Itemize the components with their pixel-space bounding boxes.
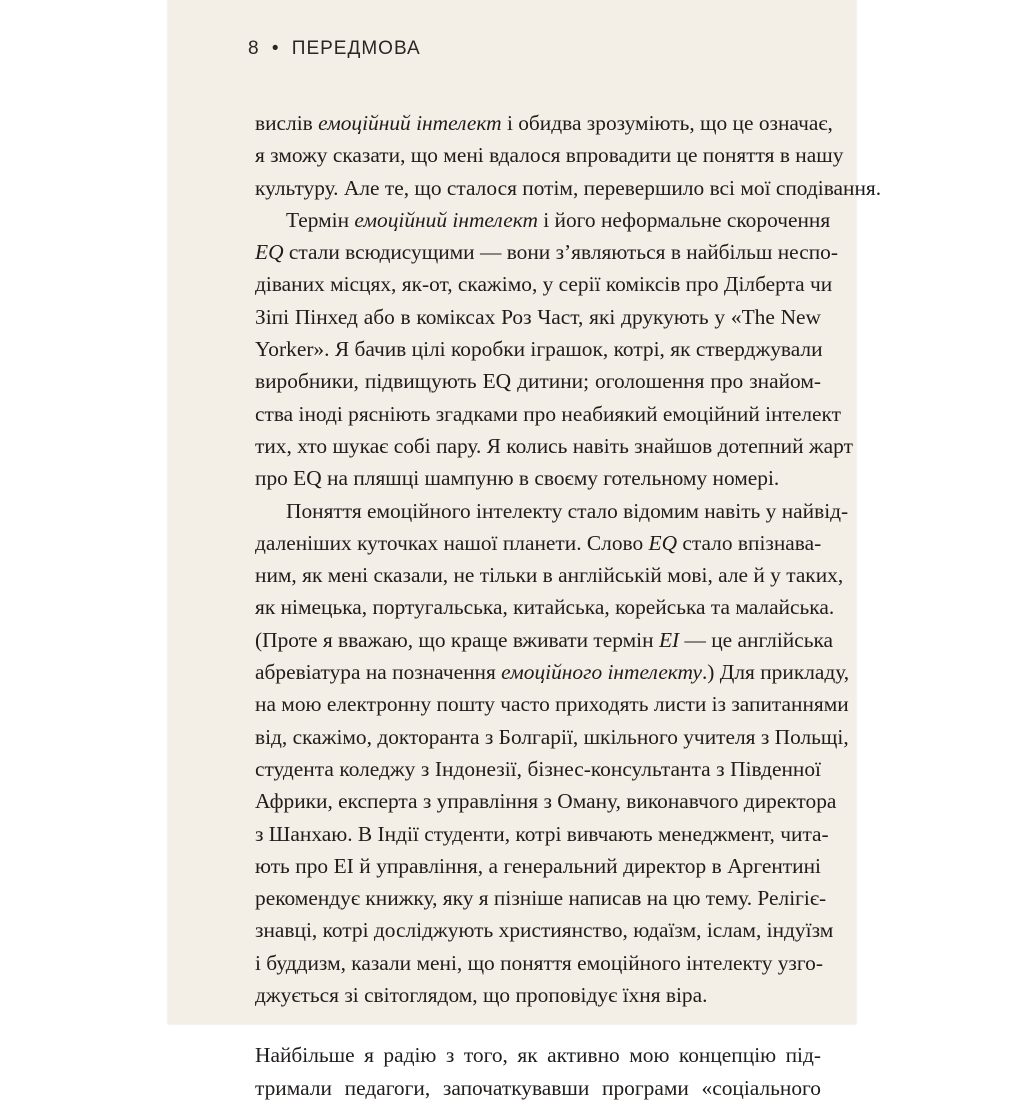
text-run: і його неформальне скорочення xyxy=(537,207,831,232)
italic-term: емоційний інтелект xyxy=(318,111,502,135)
text-run: я зможу сказати, що мені вдалося впровадити це поняття в нашу xyxy=(255,143,844,168)
text-run: ства іноді рясніють згадками про неабиякий емоційний інтелект xyxy=(255,401,842,426)
text-line xyxy=(255,204,831,236)
page-number: 8 xyxy=(248,38,260,59)
text-line xyxy=(255,882,827,914)
italic-term: EI xyxy=(658,627,680,652)
text-run: абревіатура на позначення xyxy=(255,660,502,685)
text-line xyxy=(255,365,821,397)
text-run: стали всюдисущими — вони з’являються в найбільш неспо- xyxy=(283,240,838,265)
text-line xyxy=(255,656,850,688)
text-run: Поняття емоційного інтелекту стало відомим навіть у найвід- xyxy=(286,498,849,523)
text-run: Африки, експерта з управління з Оману, виконавчого директора xyxy=(255,789,837,814)
text-run: діваних місцях, як-от, скажімо, у серії коміксів про Ділберта чи xyxy=(255,272,833,297)
text-line xyxy=(255,721,849,753)
text-line xyxy=(255,398,842,430)
text-run: даленіших куточках нашої планети. Слово xyxy=(255,530,649,555)
text-run: знавці, котрі досліджують християнство, юдаїзм, іслам, індуїзм xyxy=(255,918,834,943)
text-line xyxy=(255,688,849,720)
text-run: Зіпі Пінхед або в коміксах Роз Част, які друкують у «The New xyxy=(255,304,821,329)
italic-term: емоційного інтелекту xyxy=(501,660,702,685)
section-title: ПЕРЕДМОВА xyxy=(291,38,421,59)
text-run: .) Для прикладу, xyxy=(701,660,850,685)
text-line xyxy=(255,818,829,850)
text-run: ють про EI й управління, а генеральний директор в Аргентині xyxy=(255,853,821,878)
text-line xyxy=(255,591,835,623)
text-line xyxy=(255,172,882,204)
text-run: і буддизм, казали мені, що поняття емоційного інтелекту узго- xyxy=(255,950,823,975)
text-line xyxy=(255,495,849,527)
text-line xyxy=(255,107,833,139)
text-line xyxy=(255,850,821,882)
italic-term: EQ xyxy=(255,240,284,265)
text-run: як німецька, португальська, китайська, корейська та малайська. xyxy=(255,595,835,620)
text-line xyxy=(255,462,821,494)
text-run: тих, хто шукає собі пару. Я колись навіть знайшов дотепний жарт xyxy=(255,433,853,458)
bullet-separator: • xyxy=(271,38,280,59)
text-run: стало впізнава- xyxy=(677,530,822,555)
text-run: — це англійська xyxy=(679,627,834,652)
text-line xyxy=(255,430,853,462)
text-line xyxy=(255,753,821,785)
running-head xyxy=(248,38,421,60)
text-run: тримали педагоги, започаткувавши програми «соціального xyxy=(255,1075,821,1100)
text-run: джується зі світоглядом, що проповідує їхня віра. xyxy=(255,983,708,1008)
text-line xyxy=(255,914,834,946)
text-run: на мою електронну пошту часто приходять листи із запитаннями xyxy=(255,692,849,717)
text-line xyxy=(255,527,821,559)
text-line xyxy=(255,236,838,268)
text-run: виробники, підвищують EQ дитини; оголошення про знайом- xyxy=(255,369,821,394)
book-page xyxy=(168,0,882,1100)
text-run: вислів xyxy=(255,111,319,135)
text-run: від, скажімо, докторанта з Болгарії, шкільного учителя з Польщі, xyxy=(255,724,849,749)
text-run: Термін xyxy=(286,207,355,232)
text-run: з Шанхаю. В Індії студенти, котрі вивчають менеджмент, чита- xyxy=(255,821,829,846)
text-line xyxy=(255,1039,821,1071)
text-run: рекомендує книжку, яку я пізніше написав на цю тему. Релігіє- xyxy=(255,886,827,911)
text-line xyxy=(255,559,844,591)
text-line xyxy=(255,1072,821,1104)
text-run: Yorker». Я бачив цілі коробки іграшок, котрі, як стверджували xyxy=(255,337,823,362)
text-line xyxy=(255,624,834,656)
italic-term: емоційний інтелект xyxy=(354,207,538,232)
text-run: ним, як мені сказали, не тільки в англійській мові, але й у таких, xyxy=(255,563,844,588)
body-text xyxy=(255,107,882,1104)
text-run: і обидва зрозуміють, що це означає, xyxy=(501,111,833,135)
text-line xyxy=(255,947,821,979)
text-run: Найбільше я радію з того, як активно мою концепцію під- xyxy=(255,1043,821,1068)
text-line xyxy=(255,268,833,300)
text-line xyxy=(255,979,821,1011)
text-line xyxy=(255,785,837,817)
text-run: культуру. Але те, що сталося потім, перевершило всі мої сподівання. xyxy=(255,175,882,200)
text-line xyxy=(255,139,844,171)
text-line xyxy=(255,301,821,333)
text-run: студента коледжу з Індонезії, бізнес-консультанта з Південної xyxy=(255,756,821,781)
italic-term: EQ xyxy=(648,530,678,555)
text-run: про EQ на пляшці шампуню в своєму готельному номері. xyxy=(255,466,780,491)
text-run: (Проте я вважаю, що краще вживати термін xyxy=(255,627,659,652)
text-line xyxy=(255,333,821,365)
